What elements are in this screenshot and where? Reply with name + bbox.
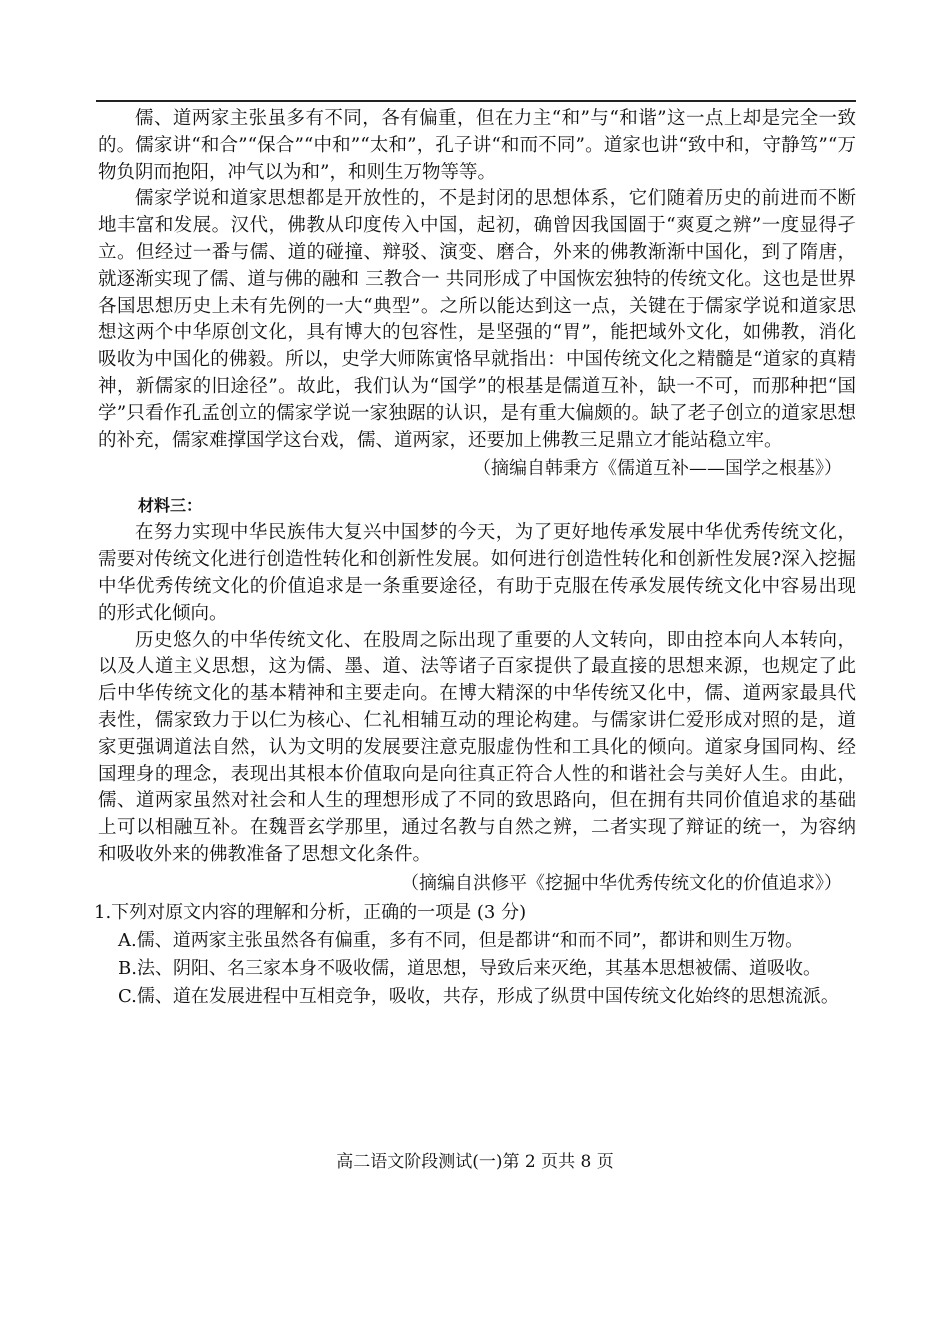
option-b: B.法、阴阳、名三家本身不吸收儒，道思想，导致后来灭绝，其基本思想被儒、道吸收。 [118,957,821,979]
material-label: 材料三： [138,496,203,516]
option-c: C.儒、道在发展进程中互相竞争，吸收，共存，形成了纵贯中国传统文化始终的思想流派。 [118,985,839,1007]
paragraph: 在努力实现中华民族伟大复兴中国梦的今天，为了更好地传承发展中华优秀传统文化，需要对传统文化进行创造性转化和创新性发展。如何进行创造性转化和创新性发展?深入挖掘中华优秀传统文化的价值追求是一条重要途径，有助于克服在传承发展传统文化中容易出现的形式化倾向。 [98,522,856,624]
question-one [94,899,856,1011]
page-footer: 高二语文阶段测试(一)第 2 页共 8 页 [336,1152,614,1172]
source-citation: （摘编自韩秉方《儒道互补——国学之根基》） [473,458,842,480]
paragraph: 历史悠久的中华传统文化、在股周之际出现了重要的人文转向，即由控本向人本转向，以及人道主义思想，这为儒、墨、道、法等诸子百家提供了最直接的思想来源，也规定了此后中华传统文化的基本精神和主要走向。在博大精深的中华传统又化中，儒、道两家最具代表性，儒家致力于以仁为核心、仁礼相辅互动的理论构建。与儒家讲仁爱形成对照的是，道家更强调道法自然，认为文明的发展要注意克服虚伪性和工具化的倾向。道家身国同构、经国理身的理念，表现出其根本价值取向是向往真正符合人性的和谐社会与美好人生。由此，儒、道两家虽然对社会和人生的理想形成了不同的致思路向，但在拥有共同价值追求的基础上可以相融互补。在魏晋玄学那里，通过名教与自然之辨，二者实现了辩证的统一，为容纳和吸收外来的佛教准备了思想文化条件。 [98,629,856,865]
source-citation: （摘编自洪修平《挖掘中华优秀传统文化的价值追求》） [401,872,842,894]
material-three [98,492,856,898]
page-body [94,106,856,1011]
paragraph: 儒家学说和道家思想都是开放性的，不是封闭的思想体系，它们随着历史的前进而不断地丰富和发展。汉代，佛教从印度传入中国，起初，确曾因我国圄于“爽夏之辨”一度显得孑立。但经过一番与儒、道的碰撞、辩驳、演变、磨合，外来的佛教渐渐中国化，到了隋唐，就逐渐实现了儒、道与佛的融和 三教合一 共同形成了中国恢宏独特的传统文化。这也是世界各国思想历史上未有先例的一大“典型”。之所以能达到这一点，关键在于儒家学说和道家思想这两个中华原创文化，具有博大的包容性，是坚强的“胃”，能把域外文化，如佛教，消化吸收为中国化的佛毅。所以，史学大师陈寅恪早就指出：中国传统文化之精髓是“道家的真精神，新儒家的旧途径”。故此，我们认为“国学”的根基是儒道互补，缺一不可，而那种把“国学”只看作孔孟创立的儒家学说一家独踞的认识，是有重大偏颇的。缺了老子创立的道家思想的补充，儒家难撑国学这台戏，儒、道两家，还要加上佛教三足鼎立才能站稳立牢。 [98,188,856,451]
question-stem: 1.下列对原文内容的理解和分析，正确的一项是 (3 分) [94,901,527,923]
header-rule [96,100,856,102]
option-a: A.儒、道两家主张虽然各有偏重，多有不同，但是都讲“和而不同”，都讲和则生万物。 [118,929,804,951]
paragraph: 儒、道两家主张虽多有不同，各有偏重，但在力主“和”与“和谐”这一点上却是完全一致的。儒家讲“和合”“保合”“中和”“太和”，孔子讲“和而不同”。道家也讲“致中和，守静笃”“万物负阴而抱阳，冲气以为和”，和则生万物等等。 [98,108,856,183]
material-two [98,106,856,484]
